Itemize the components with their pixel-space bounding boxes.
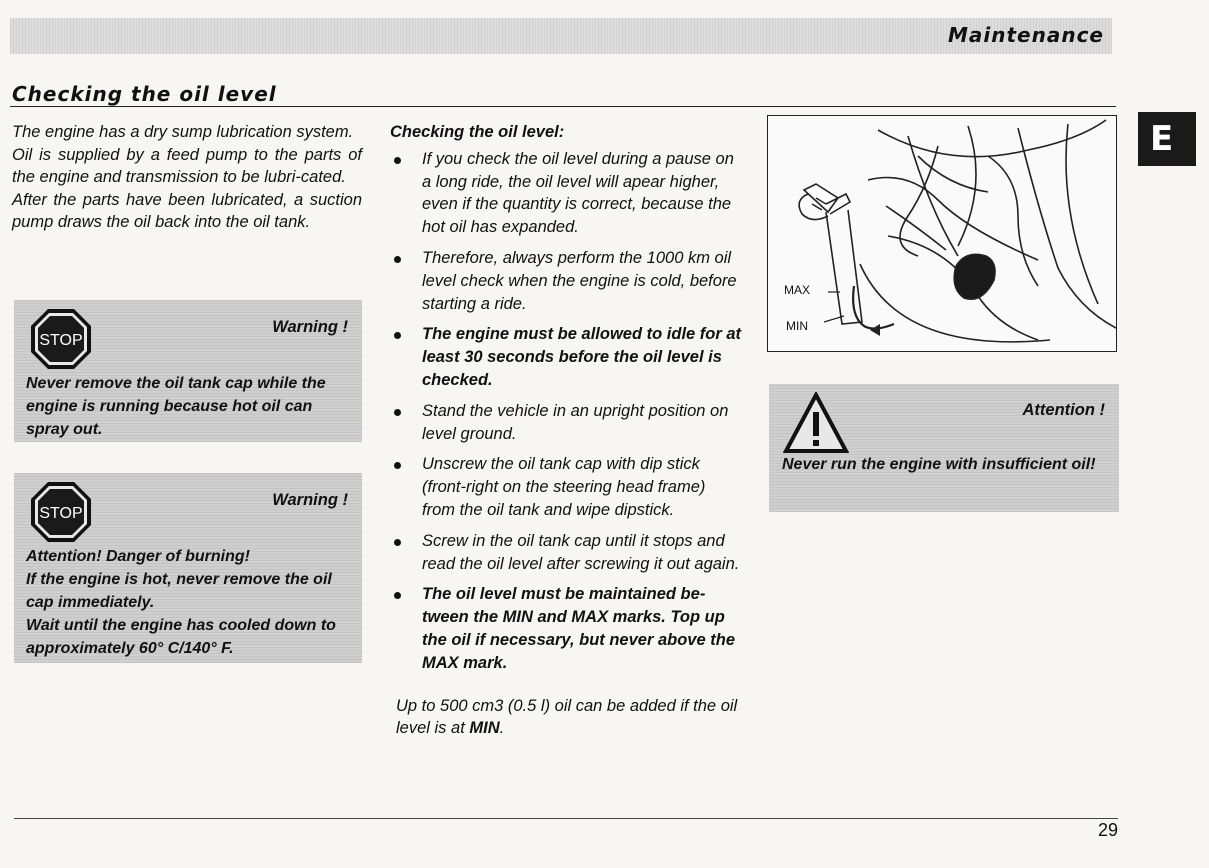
intro-text bbox=[12, 121, 362, 234]
page-title: Checking the oil level bbox=[12, 82, 277, 106]
warning-triangle-icon bbox=[783, 392, 849, 454]
warning-box-2 bbox=[14, 473, 362, 663]
procedure-footer bbox=[390, 695, 742, 741]
intro-paragraph: Oil is supplied by a feed pump to the parts of the engine and transmission to be lubri-cated. bbox=[12, 145, 362, 186]
footer-bold: MIN bbox=[469, 719, 500, 738]
dipstick-illustration bbox=[768, 116, 1116, 351]
warning-title: Warning ! bbox=[272, 491, 348, 509]
warning-line: Never remove the oil tank cap while the engine is running because hot oil can spray out. bbox=[26, 375, 326, 438]
stop-sign-label: STOP bbox=[39, 505, 83, 522]
warning-text bbox=[26, 545, 350, 660]
language-tab: E bbox=[1138, 112, 1196, 166]
procedure-step: The oil level must be maintained be-tween the MIN and MAX marks. Top up the oil if necessary, but never above the MAX mark. bbox=[390, 583, 742, 674]
footer-text: Up to 500 cm3 (0.5 l) oil can be added if the oil level is at bbox=[396, 696, 738, 738]
stop-sign-icon bbox=[30, 481, 92, 543]
procedure-list bbox=[390, 148, 742, 675]
procedure-column bbox=[390, 121, 742, 740]
warning-line: Wait until the engine has cooled down to approximately 60° C/140° F. bbox=[26, 617, 336, 657]
stop-sign-icon bbox=[30, 308, 92, 370]
intro-paragraph: After the parts have been lubricated, a suction pump draws the oil back into the oil tank. bbox=[12, 190, 362, 231]
max-label: MAX bbox=[784, 283, 811, 297]
footer-rule bbox=[14, 818, 1118, 819]
warning-line: Attention! Danger of burning! bbox=[26, 548, 250, 565]
header-band bbox=[10, 18, 1112, 54]
title-rule bbox=[10, 106, 1116, 107]
footer-end: . bbox=[499, 719, 505, 738]
attention-title: Attention ! bbox=[1022, 401, 1105, 419]
procedure-step: Screw in the oil tank cap until it stops and read the oil level after screwing it out again. bbox=[390, 530, 742, 576]
procedure-step: Unscrew the oil tank cap with dip stick (front-right on the steering head frame) from the oil tank and wipe dipstick. bbox=[390, 453, 742, 521]
procedure-step: The engine must be allowed to idle for at least 30 seconds before the oil level is checked. bbox=[390, 323, 742, 391]
procedure-step: Therefore, always perform the 1000 km oil level check when the engine is cold, before starting a ride. bbox=[390, 247, 742, 315]
section-label: Maintenance bbox=[947, 23, 1104, 47]
warning-box-1 bbox=[14, 300, 362, 442]
warning-title: Warning ! bbox=[272, 318, 348, 336]
page-number: 29 bbox=[1098, 820, 1119, 840]
warning-text bbox=[26, 372, 350, 441]
procedure-step: Stand the vehicle in an upright position on level ground. bbox=[390, 400, 742, 446]
oil-dipstick-figure bbox=[767, 115, 1117, 352]
attention-text: Never run the engine with insufficient oil! bbox=[782, 456, 1096, 473]
stop-sign-label: STOP bbox=[39, 332, 83, 349]
warning-line: If the engine is hot, never remove the oil cap immediately. bbox=[26, 571, 332, 611]
intro-paragraph: The engine has a dry sump lubrication system. bbox=[12, 123, 354, 141]
min-label: MIN bbox=[786, 319, 808, 333]
procedure-step: If you check the oil level during a pause on a long ride, the oil level will apear higher, even if the quantity is correct, because the hot oil has expanded. bbox=[390, 148, 742, 239]
procedure-heading: Checking the oil level: bbox=[390, 123, 565, 141]
attention-box bbox=[769, 384, 1119, 512]
